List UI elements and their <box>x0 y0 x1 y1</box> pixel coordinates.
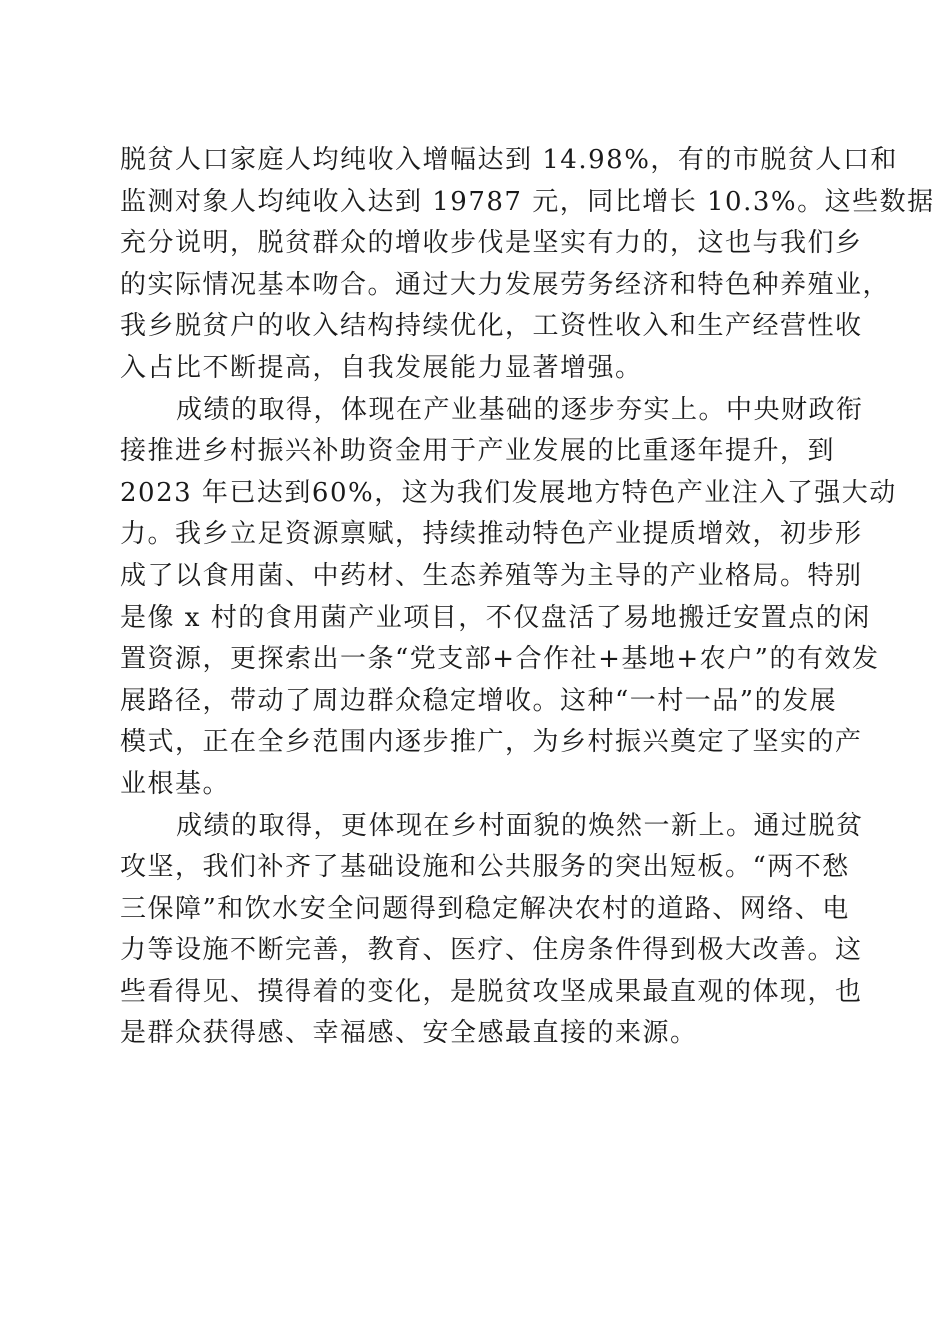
text-line: 力等设施不断完善，教育、医疗、住房条件得到极大改善。这 <box>120 935 863 966</box>
text-line: 攻坚，我们补齐了基础设施和公共服务的突出短板。“两不愁 <box>120 852 850 883</box>
text-line: 成了以食用菌、中药材、生态养殖等为主导的产业格局。特别 <box>120 560 863 591</box>
text-line: 接推进乡村振兴补助资金用于产业发展的比重逐年提升，到 <box>120 436 836 467</box>
text-line: 是像 x 村的食用菌产业项目，不仅盘活了易地搬迁安置点的闲 <box>120 602 871 633</box>
text-line: 展路径，带动了周边群众稳定增收。这种“一村一品”的发展 <box>120 685 838 716</box>
text-line: 2023 年已达到60%，这为我们发展地方特色产业注入了强大动 <box>120 477 897 508</box>
text-line: 模式，正在全乡范围内逐步推广，为乡村振兴奠定了坚实的产 <box>120 727 863 758</box>
document-body <box>120 140 935 1055</box>
text-line: 监测对象人均纯收入达到 19787 元，同比增长 10.3%。这些数据 <box>120 186 935 217</box>
text-line: 置资源，更探索出一条“党支部+合作社+基地+农户”的有效发 <box>120 644 880 675</box>
text-line: 脱贫人口家庭人均纯收入增幅达到 14.98%，有的市脱贫人口和 <box>120 145 898 175</box>
text-line: 入占比不断提高，自我发展能力显著增强。 <box>120 352 643 383</box>
text-line: 我乡脱贫户的收入结构持续优化，工资性收入和生产经营性收 <box>120 311 863 342</box>
text-line: 些看得见、摸得着的变化，是脱贫攻坚成果最直观的体现，也 <box>120 976 863 1007</box>
text-line: 的实际情况基本吻合。通过大力发展劳务经济和特色种养殖业， <box>120 269 891 300</box>
paragraph-industry <box>120 390 897 806</box>
text-line: 三保障”和饮水安全问题得到稳定解决农村的道路、网络、电 <box>120 893 850 924</box>
paragraph-income <box>120 140 935 390</box>
text-line: 成绩的取得，更体现在乡村面貌的焕然一新上。通过脱贫 <box>176 810 864 841</box>
text-line: 业根基。 <box>120 768 231 799</box>
text-line: 是群众获得感、幸福感、安全感最直接的来源。 <box>120 1018 698 1049</box>
text-line: 充分说明，脱贫群众的增收步伐是坚实有力的，这也与我们乡 <box>120 228 863 259</box>
paragraph-village <box>120 806 864 1056</box>
text-line: 成绩的取得，体现在产业基础的逐步夯实上。中央财政衔 <box>176 394 864 425</box>
text-line: 力。我乡立足资源禀赋，持续推动特色产业提质增效，初步形 <box>120 519 863 550</box>
